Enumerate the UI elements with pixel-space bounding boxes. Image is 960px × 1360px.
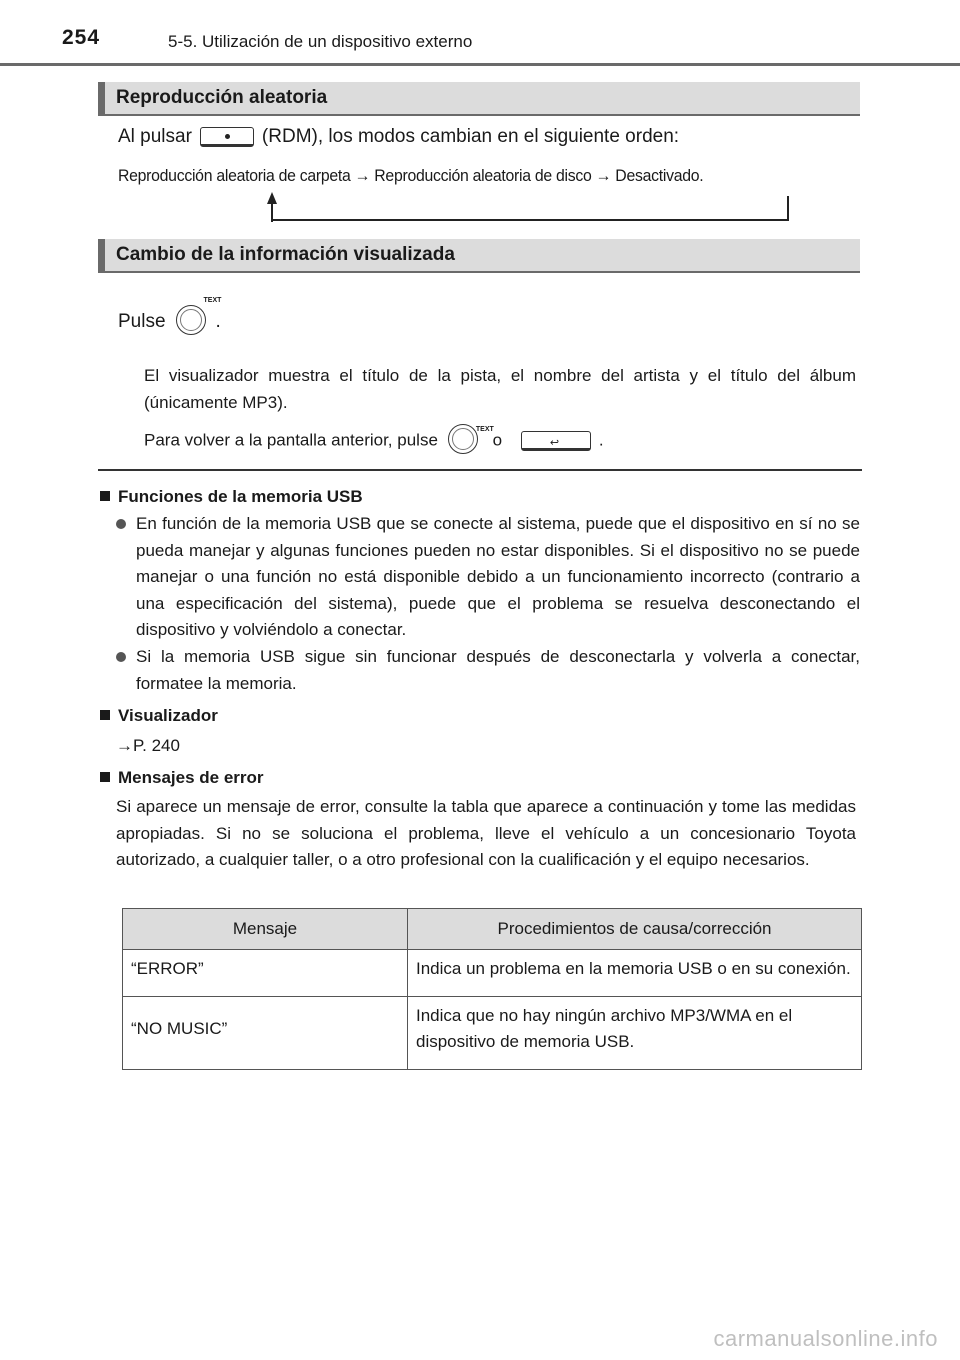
- rdm-button-icon: [200, 127, 254, 147]
- error-table: [122, 908, 862, 1070]
- arrow-right-icon: →: [595, 166, 612, 185]
- press-suffix: .: [215, 311, 221, 333]
- random-intro-suffix: (RDM), los modos cambian en el siguiente orden:: [261, 126, 680, 147]
- text-knob-icon: TEXT: [176, 305, 210, 339]
- table-header-row: [123, 909, 862, 950]
- mode-disc: Reproducción aleatoria de disco: [374, 166, 592, 185]
- errors-text: Si aparece un mensaje de error, consulte la tabla que aparece a continuación y tome las medidas apropiadas. Si no se soluciona el problema, lleve el vehículo a un concesionario Toyota autorizado, a cualquier taller, o a otro profesional con la cualificación y el equipo necesarios.: [116, 797, 856, 869]
- random-intro-prefix: Al pulsar: [118, 126, 192, 147]
- cycle-arrow-icon: [260, 188, 800, 228]
- back-prefix: Para volver a la pantalla anterior, pulse: [144, 430, 438, 450]
- table-row: [123, 950, 862, 997]
- display-heading: [100, 703, 218, 730]
- square-bullet-icon: [100, 772, 110, 782]
- press-prefix: Pulse: [118, 311, 166, 333]
- usb-bullet-1-text: En función de la memoria USB que se conecte al sistema, puede que el dispositivo en sí no se pueda manejar y algunas funciones pueden no estar disponibles. Si el dispositivo no se puede manejar o una función no está disponible debido a un funcionamiento incorrecto (contrario a una especificación del sistema), puede que el problema se resuelva desconectando el dispositivo y volviéndolo a conectar.: [136, 514, 860, 639]
- return-arrow-icon: ↩: [521, 431, 591, 451]
- back-instruction: [144, 424, 604, 458]
- usb-heading: [100, 484, 363, 511]
- watermark: carmanualsonline.info: [713, 1326, 938, 1351]
- circle-bullet-icon: [116, 652, 126, 662]
- table-row: [123, 997, 862, 1070]
- chapter-title: 5-5. Utilización de un dispositivo externo: [168, 32, 473, 51]
- table-cell-message: “ERROR”: [123, 950, 408, 997]
- usb-bullet-2: [116, 644, 860, 697]
- errors-heading: [100, 765, 264, 792]
- display-description: El visualizador muestra el título de la pista, el nombre del artista y el título del álbum (únicamente MP3).: [144, 366, 856, 412]
- column-header-procedure: Procedimientos de causa/corrección: [408, 909, 862, 950]
- text-knob-icon: TEXT: [448, 424, 482, 458]
- back-suffix: .: [598, 430, 604, 450]
- press-instruction: [118, 297, 222, 339]
- random-intro: [118, 126, 679, 148]
- random-mode-sequence: [118, 166, 703, 186]
- square-bullet-icon: [100, 710, 110, 720]
- section-heading-random: [98, 82, 860, 116]
- display-page-ref: →P. 240: [116, 736, 180, 755]
- usb-bullet-2-text: Si la memoria USB sigue sin funcionar después de desconectarla y volverla a conectar, formatee la memoria.: [136, 647, 860, 693]
- header-rule: [0, 63, 960, 66]
- page-number: 254: [62, 26, 101, 49]
- errors-heading-text: Mensajes de error: [118, 768, 264, 787]
- usb-heading-text: Funciones de la memoria USB: [118, 487, 363, 506]
- display-heading-text: Visualizador: [118, 706, 218, 725]
- section-divider: [98, 469, 862, 471]
- back-or: o: [492, 430, 503, 450]
- column-header-message: Mensaje: [123, 909, 408, 950]
- table-cell-message: “NO MUSIC”: [123, 997, 408, 1070]
- table-cell-procedure: Indica que no hay ningún archivo MP3/WMA en el dispositivo de memoria USB.: [408, 997, 862, 1070]
- section-title-display: Cambio de la información visualizada: [116, 244, 455, 265]
- arrow-right-icon: →: [354, 166, 371, 185]
- square-bullet-icon: [100, 491, 110, 501]
- mode-folder: Reproducción aleatoria de carpeta: [118, 166, 351, 185]
- table-cell-procedure: Indica un problema en la memoria USB o en su conexión.: [408, 950, 862, 997]
- mode-off: Desactivado.: [615, 166, 704, 185]
- section-title-random: Reproducción aleatoria: [116, 87, 328, 108]
- usb-bullet-1: [116, 511, 860, 644]
- section-heading-display: [98, 239, 860, 273]
- circle-bullet-icon: [116, 519, 126, 529]
